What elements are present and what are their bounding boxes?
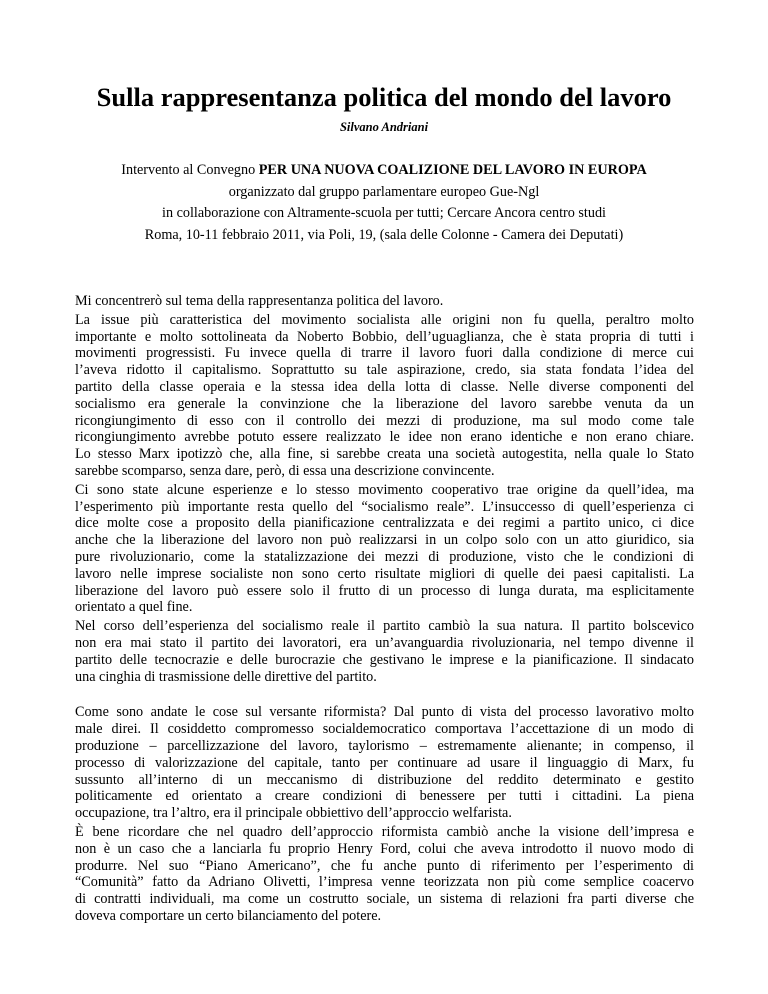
text-line: politicamente ed orientato a creare condizioni di benessere per tutti i cittadini. La piena [75, 788, 694, 805]
intro-line-1 [0, 160, 768, 182]
intro-block [0, 160, 768, 246]
intro-line-4: Roma, 10-11 febbraio 2011, via Poli, 19, (sala delle Colonne - Camera dei Deputati) [144, 226, 624, 243]
text-line: partito delle tecnocrazie e delle burocrazie che gestivano le imprese e la pianificazione. Il sindacato [75, 651, 694, 668]
text-line: sussunto all’interno di un meccanismo di distribuzione del reddito determinato e gestito [75, 771, 694, 788]
text-line: movimenti progressisti. Fu invece quella di trarre il lavoro fuori dalla condizione di merce cui [75, 345, 694, 362]
document-body [75, 293, 694, 927]
text-line: Come sono andate le cose sul versante riformista? Dal punto di vista del processo lavorativo molto [75, 704, 694, 721]
text-line: occupazione, tra l’altro, era il principale obbiettivo dell’approccio welfarista. [75, 805, 512, 822]
text-line: sarebbe scomparso, senza dare, però, di essa una descrizione convincente. [75, 462, 495, 479]
paragraph [75, 704, 694, 822]
text-line: importante e molto sottolineata da Noberto Bobbio, dell’uguaglianza, che è stata propria di tutti i [75, 328, 694, 345]
text-line: ricongiungimento di esso con il controllo dei mezzi di produzione, ma sul modo come tale [75, 412, 694, 429]
text-line: l’aveva ridotto il capitalismo. Soprattutto su tale aspirazione, credo, sia stata fondata l’idea del [75, 362, 694, 379]
text-line: Ci sono state alcune esperienze e lo stesso movimento cooperativo trae origine da quell’idea, ma [75, 481, 694, 498]
text-line: produrre. Nel suo “Piano Americano”, che fu anche punto di riferimento per l’esperimento di [75, 857, 694, 874]
paragraph [75, 618, 694, 685]
text-line: non era mai stato il partito dei lavoratori, era un’avanguardia rivoluzionaria, nel tempo divenne il [75, 634, 694, 651]
text-line: “Comunità” fatto da Adriano Olivetti, l’impresa venne teorizzata non più come semplice coacervo [75, 874, 694, 891]
document-author: Silvano Andriani [339, 120, 429, 134]
intro-line-2: organizzato dal gruppo parlamentare europeo Gue-Ngl [228, 183, 540, 200]
text-line: socialismo era generale la convinzione che la liberazione del lavoro sarebbe venuta da un [75, 395, 694, 412]
text-line: di contratti individuali, ma come un costrutto sociale, un sistema di relazioni fra parti diverse che [75, 891, 694, 908]
text-line: Nel corso dell’esperienza del socialismo reale il partito cambiò la sua natura. Il partito bolscevico [75, 618, 694, 635]
text-line: non è un caso che a lanciarla fu proprio Henry Ford, colui che aveva introdotto il nuovo modo di [75, 840, 694, 857]
text-line: È bene ricordare che nel quadro dell’approccio riformista cambiò anche la visione dell’impresa e [75, 823, 694, 840]
text-line: doveva comportare un certo bilanciamento del potere. [75, 907, 382, 924]
text-line: lavoro nelle imprese socialiste non sono certo risultate migliori di quelle dei paesi capitalisti. La [75, 565, 694, 582]
text-line: La issue più caratteristica del movimento socialista alle origini non fu quella, peraltro molto [75, 311, 694, 328]
text-line: pure rivoluzionario, come la statalizzazione dei mezzi di produzione, visto che le condizioni di [75, 548, 694, 565]
paragraph [75, 824, 694, 925]
text-line: dice molte cose a proposito della pianificazione centralizzata e dei regimi a partito unico, ci dice [75, 515, 694, 532]
paragraph [75, 482, 694, 616]
document-title: Sulla rappresentanza politica del mondo del lavoro [96, 82, 672, 112]
text-line: ricongiungimento avrebbe potuto essere realizzato le idee non erano identiche e non erano chiare. [75, 429, 694, 446]
paragraph [75, 312, 694, 480]
text-line: orientato a quel fine. [75, 599, 193, 616]
intro-line-3: in collaborazione con Altramente-scuola per tutti; Cercare Ancora centro studi [162, 205, 606, 221]
text-line: male direi. Il cosiddetto compromesso socialdemocratico comportava l’accettazione di un modo di [75, 721, 694, 738]
paragraph-gap [75, 687, 694, 704]
text-line: l’esperimento più importante resta quello del “socialismo reale”. L’insuccesso di quell’esperienza ci [75, 498, 694, 515]
text-line: anche che la liberazione del lavoro non può realizzarsi in un colpo solo con un atto giuridico, sia [75, 532, 694, 549]
text-line: partito della classe operaia e la stessa idea della lotta di classe. Nelle diverse componenti del [75, 378, 694, 395]
text-line: liberazione del lavoro può essere solo il frutto di un processo di lunga durata, ma esplicitamente [75, 582, 694, 599]
intro-prefix: Intervento al Convegno [121, 162, 259, 178]
text-line: Mi concentrerò sul tema della rappresentanza politica del lavoro. [75, 293, 444, 309]
text-line: processo di valorizzazione del capitale, tanto per continuare ad usare il linguaggio di Marx, fu [75, 754, 694, 771]
text-line: produzione – parcellizzazione del lavoro, taylorismo – estremamente alienante; in compenso, il [75, 737, 694, 754]
paragraph [75, 293, 694, 310]
text-line: Lo stesso Marx ipotizzò che, alla fine, si sarebbe creata una società autogestita, nella quale lo Stato [75, 446, 694, 463]
conference-name: PER UNA NUOVA COALIZIONE DEL LAVORO IN EUROPA [258, 162, 647, 178]
text-line: una cinghia di trasmissione delle direttive del partito. [75, 668, 377, 685]
